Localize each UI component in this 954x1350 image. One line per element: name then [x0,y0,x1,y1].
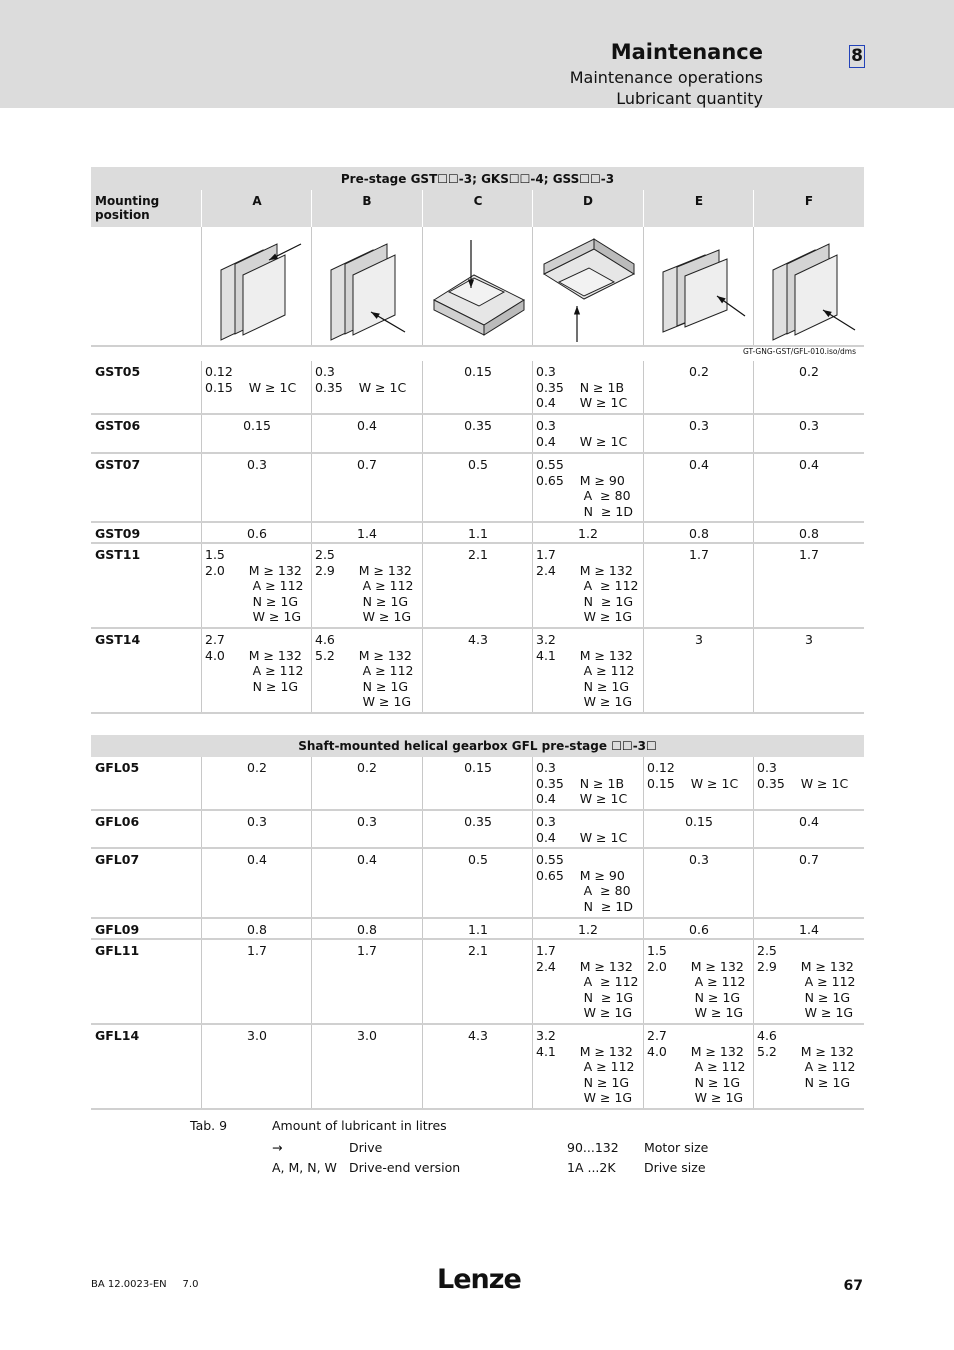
table-cell: 1.1 [468,922,488,937]
column-line [643,849,644,917]
table-cell: 1.4 [799,922,819,937]
row-divider [91,712,864,714]
column-line [201,757,202,809]
table-cell: 0.2 [799,364,819,379]
lubricant-table-gfl [91,735,864,1113]
table-cell: 1.5 2.0 M ≥ 132 A ≥ 112 N ≥ 1G W ≥ 1G [647,943,746,1021]
table-cell: 0.4 [689,457,709,472]
document-id: BA 12.0023-EN 7.0 [91,1279,199,1290]
row-label: GFL14 [95,1028,140,1043]
column-header-a: A [252,194,262,208]
column-line [201,415,202,452]
table-cell: 0.12 0.15 W ≥ 1C [647,760,739,791]
table-cell: 0.4 [357,418,377,433]
column-line [532,849,533,917]
table-cell: 4.6 5.2 M ≥ 132 A ≥ 112 N ≥ 1G [757,1028,856,1090]
column-header-e: E [694,194,704,208]
table-cell: 2.7 4.0 M ≥ 132 A ≥ 112 N ≥ 1G W ≥ 1G [647,1028,746,1106]
table-cell: 0.12 0.15 W ≥ 1C [205,364,297,395]
table-cell: 1.7 [799,547,819,562]
column-line [201,454,202,521]
section-title: Maintenance operations [569,68,763,87]
row-label: GST06 [95,418,141,433]
table-cell: 0.3 0.35 W ≥ 1C [315,364,407,395]
column-line [643,940,644,1023]
subsection-title: Lubricant quantity [616,89,763,108]
column-line [311,1025,312,1108]
lenze-logo: Lenze [437,1264,521,1295]
mounting-position-figure-a [203,230,311,344]
legend-desc: Drive [349,1140,383,1155]
column-line [422,919,423,938]
column-line [532,361,533,413]
mounting-position-figure-b [313,230,421,344]
header-separator [532,190,533,227]
column-header-c: C [473,194,483,208]
table-cell: 1.7 [689,547,709,562]
column-line [201,811,202,847]
column-header-f: F [804,194,814,208]
header-separator [422,190,423,227]
column-line [753,629,754,712]
column-line [643,1025,644,1108]
table-cell: 4.6 5.2 M ≥ 132 A ≥ 112 N ≥ 1G W ≥ 1G [315,632,414,710]
table-cell: 0.3 0.35 N ≥ 1B 0.4 W ≥ 1C [536,760,628,807]
column-line [753,361,754,413]
column-line [532,919,533,938]
figure-separator [422,227,423,345]
legend-key: A, M, N, W [272,1160,337,1175]
table-cell: 1.7 2.4 M ≥ 132 A ≥ 112 N ≥ 1G W ≥ 1G [536,547,639,625]
column-line [311,523,312,542]
table-title: Shaft-mounted helical gearbox GFL pre-stage ☐☐-3☐ [298,739,657,753]
lubricant-table-prestage [91,167,864,715]
table-cell: 1.1 [468,526,488,541]
row-label: GFL06 [95,814,140,829]
table-cell: 1.2 [578,526,598,541]
column-line [532,629,533,712]
table-cell: 0.35 [464,814,492,829]
row-divider [91,809,864,811]
row-label: GST14 [95,632,141,647]
table-cell: 2.1 [468,547,488,562]
table-cell: 0.6 [689,922,709,937]
table-cell: 0.3 [247,457,267,472]
legend-key: 90...132 [567,1140,619,1155]
row-divider [91,542,864,544]
column-line [643,415,644,452]
table-cell: 3.2 4.1 M ≥ 132 A ≥ 112 N ≥ 1G W ≥ 1G [536,1028,635,1106]
column-line [201,849,202,917]
table-cell: 0.3 0.35 N ≥ 1B 0.4 W ≥ 1C [536,364,628,411]
table-cell: 4.3 [468,1028,488,1043]
column-line [532,940,533,1023]
figure-separator [201,227,202,345]
drive-arrow-icon: → [272,1140,283,1155]
column-line [311,454,312,521]
row-divider [91,413,864,415]
mounting-position-label: Mounting position [95,194,160,222]
column-line [753,849,754,917]
table-cell: 0.3 0.35 W ≥ 1C [757,760,849,791]
column-line [532,415,533,452]
column-line [422,629,423,712]
row-divider [91,627,864,629]
table-cell: 0.15 [685,814,713,829]
column-line [753,811,754,847]
column-header-b: B [362,194,372,208]
table-cell: 3 [805,632,813,647]
row-divider [91,917,864,919]
chapter-title: Maintenance [610,40,763,64]
mounting-position-figure-c [424,230,532,344]
table-cell: 1.4 [357,526,377,541]
column-line [643,523,644,542]
column-line [532,544,533,627]
table-cell: 0.8 [247,922,267,937]
column-line [643,629,644,712]
column-line [311,629,312,712]
row-divider [91,938,864,940]
column-line [532,523,533,542]
table-cell: 2.1 [468,943,488,958]
column-line [311,544,312,627]
table-cell: 0.3 0.4 W ≥ 1C [536,418,628,449]
table-cell: 0.4 [799,814,819,829]
table-cell: 0.55 0.65 M ≥ 90 A ≥ 80 N ≥ 1D [536,852,634,914]
column-line [753,415,754,452]
table-cell: 2.5 2.9 M ≥ 132 A ≥ 112 N ≥ 1G W ≥ 1G [315,547,414,625]
page-number: 67 [843,1278,863,1294]
table-cell: 1.2 [578,922,598,937]
mounting-position-figure-d [534,230,642,344]
row-divider [91,1108,864,1110]
column-line [753,544,754,627]
column-line [311,940,312,1023]
column-line [422,811,423,847]
table-cell: 3 [695,632,703,647]
table-cell: 0.3 [357,814,377,829]
row-divider [91,1023,864,1025]
column-line [201,523,202,542]
column-line [201,919,202,938]
table-cell: 0.4 [357,852,377,867]
figure-separator [532,227,533,345]
table-cell: 0.55 0.65 M ≥ 90 A ≥ 80 N ≥ 1D [536,457,634,519]
page-header [0,0,954,108]
row-label: GST09 [95,526,141,541]
table-cell: 1.5 2.0 M ≥ 132 A ≥ 112 N ≥ 1G W ≥ 1G [205,547,304,625]
table-caption: Amount of lubricant in litres [272,1118,447,1133]
table-cell: 1.7 [357,943,377,958]
table-cell: 0.7 [799,852,819,867]
column-line [311,919,312,938]
figure-separator [643,227,644,345]
legend-desc: Motor size [644,1140,709,1155]
table-cell: 0.35 [464,418,492,433]
column-line [422,544,423,627]
table-label: Tab. 9 [190,1118,228,1133]
table-cell: 0.3 [799,418,819,433]
legend-desc: Drive size [644,1160,706,1175]
table-cell: 2.5 2.9 M ≥ 132 A ≥ 112 N ≥ 1G W ≥ 1G [757,943,856,1021]
column-line [422,1025,423,1108]
table-cell: 0.15 [464,760,492,775]
header-separator [643,190,644,227]
row-label: GST11 [95,547,141,562]
column-line [643,757,644,809]
column-line [643,811,644,847]
column-line [532,811,533,847]
row-label: GST05 [95,364,141,379]
column-line [753,1025,754,1108]
table-cell: 0.4 [799,457,819,472]
column-line [201,361,202,413]
mounting-position-figure-f [755,230,863,344]
column-line [753,919,754,938]
table-cell: 1.7 2.4 M ≥ 132 A ≥ 112 N ≥ 1G W ≥ 1G [536,943,639,1021]
table-title: Pre-stage GST☐☐-3; GKS☐☐-4; GSS☐☐-3 [340,172,615,186]
table-cell: 3.0 [357,1028,377,1043]
row-label: GST07 [95,457,141,472]
column-line [643,361,644,413]
table-cell: 3.0 [247,1028,267,1043]
column-line [201,629,202,712]
table-cell: 0.3 0.4 W ≥ 1C [536,814,628,845]
column-line [311,849,312,917]
column-line [643,919,644,938]
column-line [201,1025,202,1108]
table-cell: 0.4 [247,852,267,867]
table-cell: 4.3 [468,632,488,647]
table-cell: 0.6 [247,526,267,541]
row-divider [91,452,864,454]
table-cell: 0.7 [357,457,377,472]
column-line [532,1025,533,1108]
table-cell: 0.15 [464,364,492,379]
row-divider [91,847,864,849]
column-line [201,544,202,627]
table-cell: 0.8 [689,526,709,541]
table-cell: 0.3 [247,814,267,829]
row-label: GFL07 [95,852,140,867]
table-cell: 0.3 [689,852,709,867]
column-line [422,940,423,1023]
column-line [311,757,312,809]
column-line [643,544,644,627]
mounting-position-figure-e [645,230,753,344]
column-line [753,940,754,1023]
table-cell: 0.5 [468,457,488,472]
column-header-d: D [583,194,593,208]
row-divider [91,521,864,523]
header-separator [311,190,312,227]
column-line [532,454,533,521]
table-cell: 0.2 [689,364,709,379]
column-line [422,415,423,452]
row-label: GFL05 [95,760,140,775]
figure-reference: GT-GNG-GST/GFL-010.iso/dms [743,347,856,356]
column-line [753,523,754,542]
column-line [422,757,423,809]
column-line [201,940,202,1023]
table-cell: 0.2 [247,760,267,775]
table-cell: 0.8 [357,922,377,937]
table-cell: 1.7 [247,943,267,958]
header-separator [753,190,754,227]
column-line [422,361,423,413]
header-separator [201,190,202,227]
column-line [311,361,312,413]
row-label: GFL09 [95,922,140,937]
figure-separator [753,227,754,345]
chapter-number: 8 [849,45,865,68]
legend-desc: Drive-end version [349,1160,461,1175]
table-cell: 0.5 [468,852,488,867]
column-line [422,849,423,917]
column-line [311,811,312,847]
column-line [311,415,312,452]
table-cell: 0.15 [243,418,271,433]
table-cell: 3.2 4.1 M ≥ 132 A ≥ 112 N ≥ 1G W ≥ 1G [536,632,635,710]
column-line [643,454,644,521]
column-line [753,757,754,809]
column-line [532,757,533,809]
row-label: GFL11 [95,943,140,958]
legend-key: 1A ...2K [567,1160,616,1175]
column-line [753,454,754,521]
table-cell: 0.3 [689,418,709,433]
column-line [422,523,423,542]
table-cell: 0.2 [357,760,377,775]
table-cell: 0.8 [799,526,819,541]
column-line [422,454,423,521]
table-cell: 2.7 4.0 M ≥ 132 A ≥ 112 N ≥ 1G [205,632,304,694]
figure-separator [311,227,312,345]
